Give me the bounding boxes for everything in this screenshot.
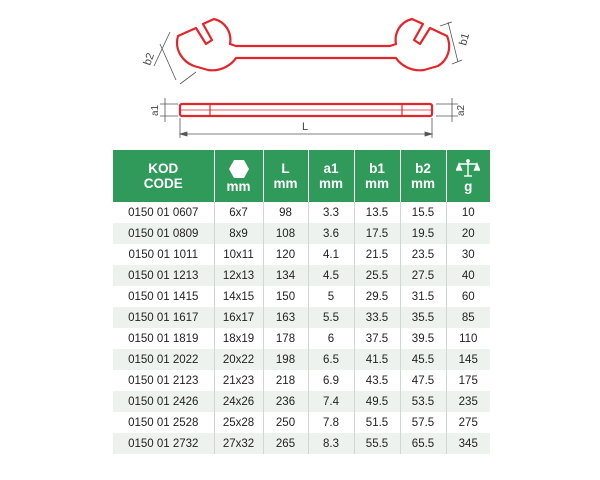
cell-b1: 51.5 [354,412,400,433]
cell-b1: 43.5 [354,370,400,391]
cell-weight: 345 [446,433,490,454]
cell-length: 120 [263,244,308,265]
cell-size: 20x22 [214,349,263,370]
label-b1: b1 [457,31,473,47]
cell-b2: 27.5 [400,265,446,286]
cell-weight: 175 [446,370,490,391]
header-bottom: mm [364,176,389,191]
cell-weight: 145 [446,349,490,370]
cell-weight: 110 [446,328,490,349]
table-row [113,202,490,223]
scale-icon [447,159,491,179]
cell-code: 0150 01 1819 [113,328,214,349]
cell-b1: 33.5 [354,307,400,328]
wrench-top-view [177,19,449,70]
cell-a1: 4.1 [308,244,354,265]
cell-size: 6x7 [214,202,263,223]
cell-code: 0150 01 2426 [113,391,214,412]
cell-length: 108 [263,223,308,244]
cell-weight: 30 [446,244,490,265]
cell-a1: 6 [308,328,354,349]
cell-a1: 3.6 [308,223,354,244]
header-bottom: CODE [143,176,183,191]
cell-b2: 53.5 [400,391,446,412]
cell-size: 25x28 [214,412,263,433]
header-bottom: mm [226,178,251,194]
cell-size: 8x9 [214,223,263,244]
cell-a1: 8.3 [308,433,354,454]
col-header-b2 [400,150,446,202]
label-a1: a1 [150,104,161,116]
cell-size: 10x11 [214,244,263,265]
cell-a1: 7.4 [308,391,354,412]
header-top: KOD [148,161,179,176]
label-L: L [302,121,309,133]
table-row [113,244,490,265]
cell-length: 236 [263,391,308,412]
cell-b1: 29.5 [354,286,400,307]
cell-weight: 10 [446,202,490,223]
cell-length: 134 [263,265,308,286]
cell-b1: 49.5 [354,391,400,412]
cell-size: 12x13 [214,265,263,286]
table-row [113,433,490,454]
wrench-side-view [180,104,432,116]
cell-weight: 85 [446,307,490,328]
cell-b2: 65.5 [400,433,446,454]
label-b2: b2 [141,51,158,68]
table-row [113,307,490,328]
cell-code: 0150 01 0607 [113,202,214,223]
hexagon-icon [215,159,263,179]
col-header-a1 [308,150,354,202]
cell-code: 0150 01 2732 [113,433,214,454]
cell-weight: 235 [446,391,490,412]
cell-b2: 39.5 [400,328,446,349]
cell-size: 27x32 [214,433,263,454]
cell-length: 198 [263,349,308,370]
cell-code: 0150 01 2528 [113,412,214,433]
wrench-drawing [0,0,600,148]
table-row [113,370,490,391]
cell-a1: 5 [308,286,354,307]
cell-length: 163 [263,307,308,328]
cell-a1: 6.5 [308,349,354,370]
cell-b1: 17.5 [354,223,400,244]
header-bottom: mm [410,176,435,191]
table-row [113,391,490,412]
cell-size: 16x17 [214,307,263,328]
cell-b2: 23.5 [400,244,446,265]
cell-a1: 4.5 [308,265,354,286]
cell-b1: 37.5 [354,328,400,349]
header-top: L [281,161,290,176]
cell-weight: 60 [446,286,490,307]
table-row [113,286,490,307]
table-row [113,223,490,244]
col-header-b1 [354,150,400,202]
cell-code: 0150 01 1415 [113,286,214,307]
cell-b2: 47.5 [400,370,446,391]
cell-b2: 19.5 [400,223,446,244]
cell-length: 218 [263,370,308,391]
cell-size: 21x23 [214,370,263,391]
header-top: b1 [369,161,385,176]
table-row [113,328,490,349]
cell-length: 150 [263,286,308,307]
cell-code: 0150 01 2123 [113,370,214,391]
cell-length: 250 [263,412,308,433]
header-bottom: g [464,178,473,194]
col-header-weight [446,150,490,202]
col-header-length [263,150,308,202]
cell-b2: 45.5 [400,349,446,370]
table-body [113,202,490,454]
cell-length: 98 [263,202,308,223]
cell-size: 14x15 [214,286,263,307]
cell-b2: 35.5 [400,307,446,328]
cell-code: 0150 01 1011 [113,244,214,265]
cell-b1: 25.5 [354,265,400,286]
cell-a1: 5.5 [308,307,354,328]
header-bottom: mm [273,176,298,191]
cell-length: 265 [263,433,308,454]
cell-size: 24x26 [214,391,263,412]
cell-b1: 41.5 [354,349,400,370]
cell-weight: 20 [446,223,490,244]
cell-weight: 40 [446,265,490,286]
cell-a1: 7.8 [308,412,354,433]
cell-code: 0150 01 1213 [113,265,214,286]
cell-size: 18x19 [214,328,263,349]
cell-a1: 6.9 [308,370,354,391]
table-row [113,412,490,433]
cell-code: 0150 01 2022 [113,349,214,370]
cell-weight: 275 [446,412,490,433]
header-bottom: mm [318,176,343,191]
col-header-code [113,150,214,202]
cell-length: 178 [263,328,308,349]
header-top: b2 [415,161,431,176]
table-row [113,265,490,286]
spec-table [113,150,490,454]
cell-b2: 57.5 [400,412,446,433]
header-top: a1 [323,161,339,176]
dimension-lines [154,22,462,84]
cell-b2: 31.5 [400,286,446,307]
header-row [113,150,490,202]
cell-b1: 21.5 [354,244,400,265]
cell-code: 0150 01 0809 [113,223,214,244]
cell-b1: 55.5 [354,433,400,454]
cell-code: 0150 01 1617 [113,307,214,328]
table-row [113,349,490,370]
cell-a1: 3.3 [308,202,354,223]
cell-b1: 13.5 [354,202,400,223]
cell-b2: 15.5 [400,202,446,223]
label-a2: a2 [456,104,467,116]
col-header-size [214,150,263,202]
